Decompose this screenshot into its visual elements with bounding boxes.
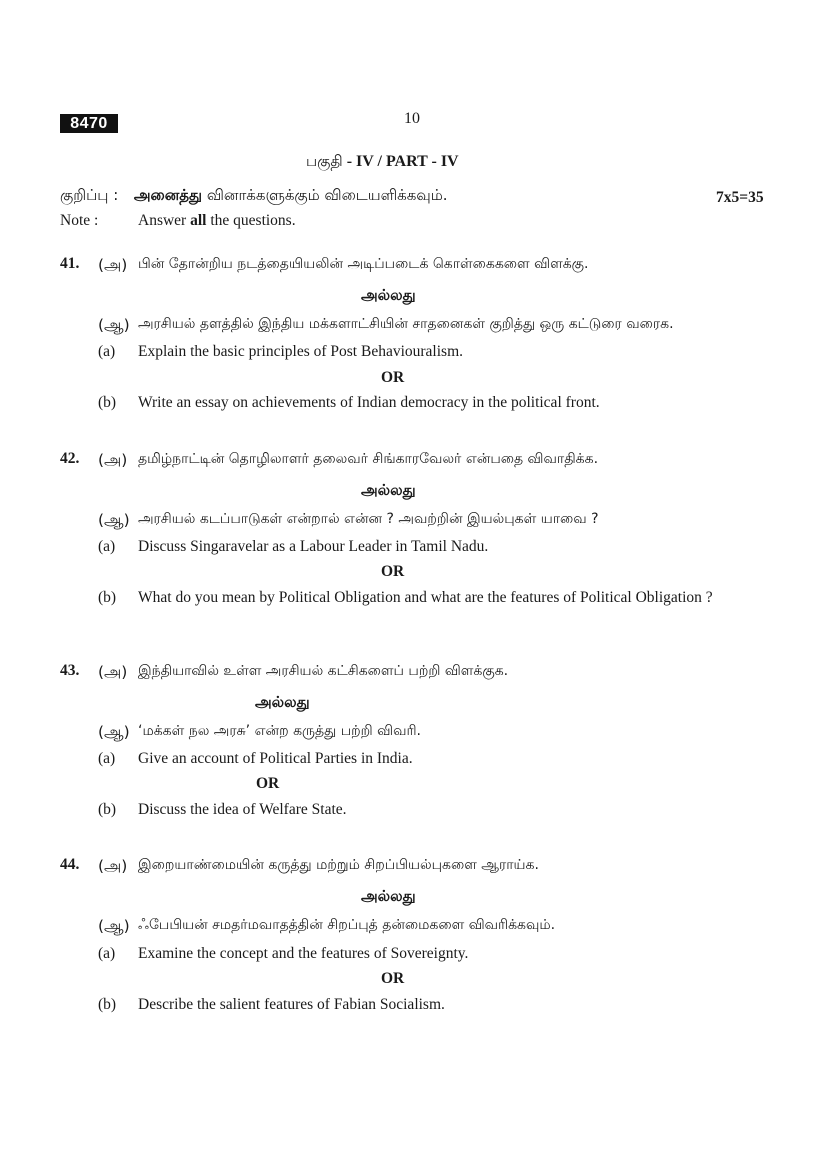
- or-tamil: அல்லது: [361, 481, 416, 499]
- paper-code: 8470: [60, 114, 118, 133]
- note-suffix: the questions.: [206, 212, 296, 229]
- english-label-b: (b): [98, 996, 117, 1013]
- tamil-label-b: (ஆ): [98, 316, 130, 334]
- or-tamil: அல்லது: [361, 887, 416, 905]
- instruction-tamil-text: வினாக்களுக்கும் விடையளிக்கவும்.: [206, 186, 448, 204]
- or-english: OR: [256, 775, 280, 792]
- english-label-a: (a): [98, 538, 116, 555]
- english-label-a: (a): [98, 343, 116, 360]
- english-label-a: (a): [98, 945, 116, 962]
- question-tamil-a: இறையாண்மையின் கருத்து மற்றும் சிறப்பியல்புகளை ஆராய்க.: [138, 857, 539, 873]
- tamil-label-b: (ஆ): [98, 511, 130, 529]
- question-tamil-a: இந்தியாவில் உள்ள அரசியல் கட்சிகளைப் பற்றி விளக்குக.: [138, 663, 509, 679]
- or-english: OR: [381, 369, 405, 386]
- part-heading: [306, 152, 459, 172]
- question-tamil-b: அரசியல் கடப்பாடுகள் என்றால் என்ன ? அவற்றின் இயல்புகள் யாவை ?: [138, 511, 599, 527]
- tamil-label-a: (அ): [98, 256, 128, 274]
- question-english-a: Explain the basic principles of Post Behaviouralism.: [138, 343, 464, 360]
- question-tamil-a: தமிழ்நாட்டின் தொழிலாளர் தலைவர் சிங்காரவேலர் என்பதை விவாதிக்க.: [138, 451, 599, 467]
- question-english-b: What do you mean by Political Obligation and what are the features of Political Obligation ?: [138, 589, 713, 606]
- marks-allocation: 7x5=35: [716, 189, 764, 206]
- question-english-a: Examine the concept and the features of Sovereignty.: [138, 945, 469, 962]
- tamil-label-a: (அ): [98, 451, 128, 469]
- question-english-b: Discuss the idea of Welfare State.: [138, 801, 347, 818]
- or-tamil: அல்லது: [255, 693, 310, 711]
- tamil-label-b: (ஆ): [98, 917, 130, 935]
- english-label-b: (b): [98, 801, 117, 818]
- tamil-label-a: (அ): [98, 857, 128, 875]
- part-heading-tamil: பகுதி: [306, 152, 343, 170]
- question-tamil-b: அரசியல் தளத்தில் இந்திய மக்களாட்சியின் சாதனைகள் குறித்து ஒரு கட்டுரை வரைக.: [138, 316, 674, 332]
- or-tamil: அல்லது: [361, 286, 416, 304]
- tamil-label-b: (ஆ): [98, 723, 130, 741]
- question-number: 44.: [60, 856, 80, 873]
- question-tamil-b: ‘மக்கள் நல அரசு’ என்ற கருத்து பற்றி விவரி.: [138, 723, 422, 739]
- question-number: 42.: [60, 450, 80, 467]
- note-text: [138, 212, 296, 230]
- page-number: 10: [404, 110, 420, 127]
- part-heading-english: - IV / PART - IV: [342, 153, 459, 170]
- note-label: Note :: [60, 212, 99, 229]
- question-english-b: Write an essay on achievements of Indian democracy in the political front.: [138, 394, 600, 411]
- note-bold: all: [190, 212, 207, 229]
- tamil-label-a: (அ): [98, 663, 128, 681]
- instruction-tamil-bold: அனைத்து: [133, 186, 203, 204]
- instruction-tamil: [60, 186, 448, 206]
- question-number: 43.: [60, 662, 80, 679]
- note-prefix: Answer: [138, 212, 191, 229]
- question-english-a: Discuss Singaravelar as a Labour Leader in Tamil Nadu.: [138, 538, 489, 555]
- or-english: OR: [381, 970, 405, 987]
- english-label-b: (b): [98, 394, 117, 411]
- question-tamil-a: பின் தோன்றிய நடத்தையியலின் அடிப்படைக் கொள்கைகளை விளக்கு.: [138, 256, 589, 272]
- english-label-a: (a): [98, 750, 116, 767]
- question-tamil-b: ஃபேபியன் சமதர்மவாதத்தின் சிறப்புத் தன்மைகளை விவரிக்கவும்.: [138, 917, 556, 933]
- question-english-b: Describe the salient features of Fabian Socialism.: [138, 996, 445, 1013]
- question-english-a: Give an account of Political Parties in India.: [138, 750, 413, 767]
- instruction-tamil-label: குறிப்பு :: [60, 186, 119, 204]
- question-number: 41.: [60, 255, 80, 272]
- english-label-b: (b): [98, 589, 117, 606]
- or-english: OR: [381, 563, 405, 580]
